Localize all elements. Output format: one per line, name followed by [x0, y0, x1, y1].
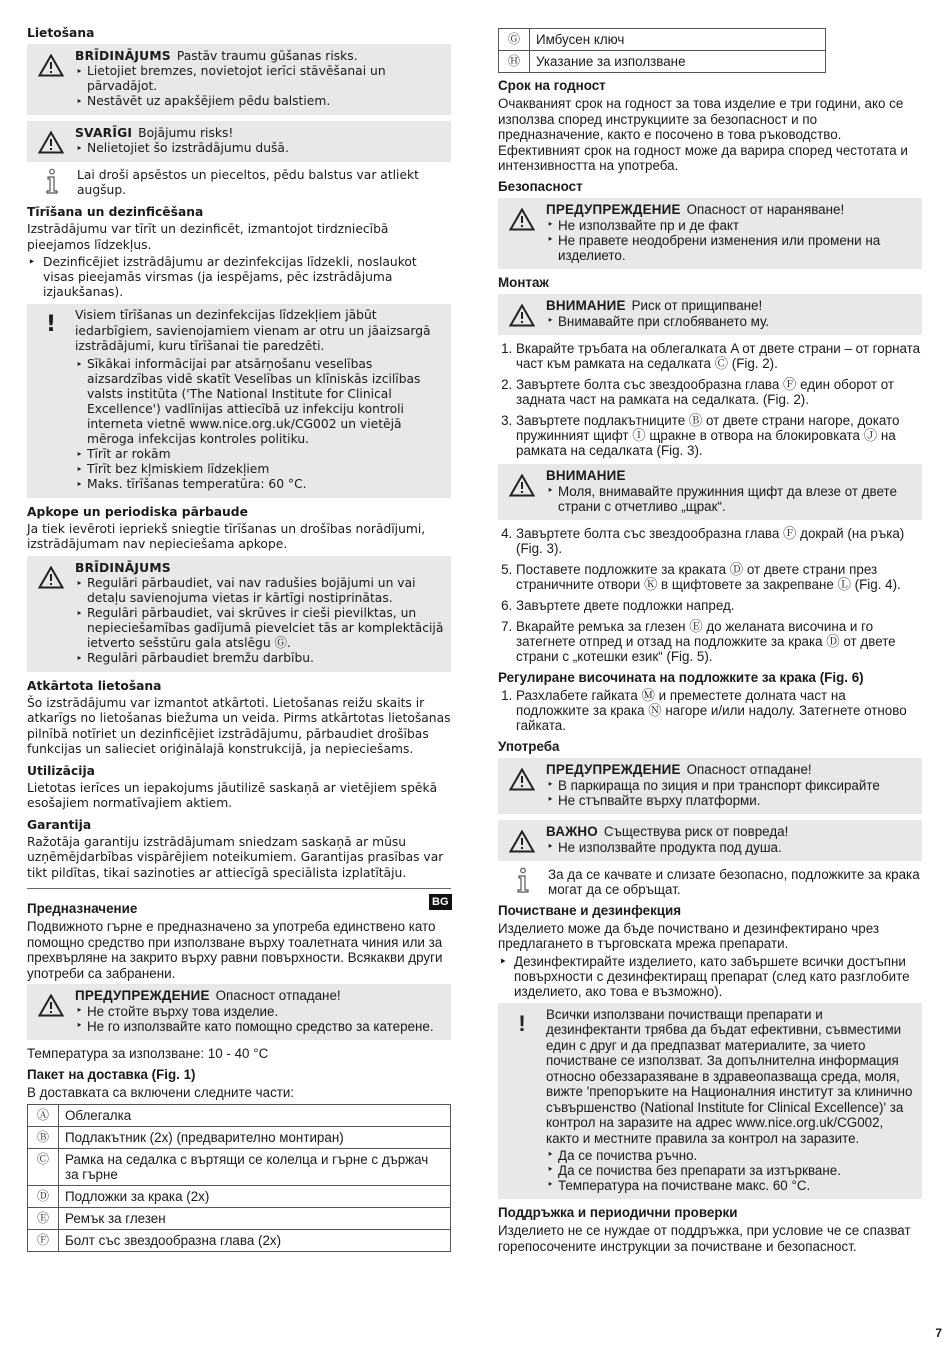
warning-title: ПРЕДУПРЕЖДЕНИЕ [546, 761, 681, 777]
bulgarian-column-right [498, 20, 922, 1256]
paragraph: Visiem tīrīšanas un dezinfekcijas līdzekļiem jābūt iedarbīgiem, savienojamiem vienam ar otru un jāaizsargā izstrādājumi, kuru tīrīšanai tie paredzēti. [75, 308, 431, 353]
part-name: Указание за използване [530, 51, 826, 73]
table-row [28, 1186, 451, 1208]
info-note-lv [27, 168, 451, 198]
heading-adjust: Регулиране височината на подложките за крака (Fig. 6) [498, 669, 864, 685]
warning-title: ПРЕДУПРЕЖДЕНИЕ [546, 201, 681, 217]
part-letter: Ⓑ [28, 1127, 59, 1149]
paragraph: Всички използвани почистващи препарати и дезинфектанти трябва да бъдат ефективни, съвместими един с друг и да предпазват материалите, за чието почистване се използват. За допълнителна информация относно обеззаразяване в здравеопазваща среда, моля, вижте 'препоръките на Националния институт за клинично съвършенство (National Institute for Clinical Excellence)' за контрол на заразите на адрес www.nice.org.uk/CG002, както и местните правила за контрол на заразите. [546, 1006, 913, 1146]
step-item: 7. Вкарайте ремъка за глезен Ⓔ до желаната височина и го затегнете отпред и отзад на подложките за крака Ⓓ от двете страни с „котешки език“ (Fig. 5). [516, 619, 922, 664]
step-item: 5. Поставете подложките за краката Ⓓ от двете страни през страничните отвори Ⓚ в щифтовете за закрепване Ⓛ (Fig. 4). [516, 562, 922, 592]
exclamation-icon: ! [518, 1010, 526, 1036]
note-text: За да се качвате и слизате безопасно, подложките за крака могат да се обръщат. [548, 866, 920, 897]
latvian-column [27, 20, 451, 883]
list-item: ‣ Не използвайте пр и де факт [558, 218, 916, 233]
warning-title: ВНИМАНИЕ [546, 297, 626, 313]
list-item: ‣ Tīrīt ar rokām [87, 447, 445, 462]
list-item: ‣ Моля, внимавайте пружинния щифт да влезе от двете страни с отчетливо „щрак“. [558, 484, 916, 514]
note-text: Lai droši apsēstos un pieceltos, pēdu balstus var atliekt augšup. [77, 168, 419, 197]
warning-box-lv-1 [27, 44, 451, 115]
section-divider [27, 888, 451, 889]
warning-title: BRĪDINĀJUMS [75, 49, 171, 63]
heading-safety: Безопасност [498, 178, 583, 194]
part-name: Имбусен ключ [530, 29, 826, 51]
notice-box-rt [498, 1003, 922, 1200]
warning-box-lv-3 [27, 556, 451, 672]
step-item: 3. Завъртете подлакътниците Ⓑ от двете страни нагоре, докато пружинният щифт Ⓘ щракне в отвора на блокировката Ⓙ на рамката на седалката (Fig. 3). [516, 413, 922, 458]
list-item: ‣ Maks. tīrīšanas temperatūra: 60 °C. [87, 477, 445, 492]
list-item: ‣ Sīkākai informācijai par atsārņošanu veselības aizsardzības vidē skatīt Veselības un klīniskās izcilības valsts institūta ('The National Institute for Clinical Excellence') vadlīnijas attiecībā uz infekciju kontroli interneta vietnē www.nice.org.uk/CG002 un vietējā mēroga infekcijas kontroles politiku. [87, 357, 445, 447]
paragraph: Ražotāja garantiju izstrādājumam sniedzam saskaņā ar mūsu uzņēmējdarbības vispārējiem noteikumiem. Garantijas prasības var tikt pildītas, tikai sazinoties ar attiecīgā speciālista izplatītāju. [27, 834, 444, 880]
bulgarian-column-left [27, 896, 451, 1256]
list-item: ‣ Не правете неодобрени изменения или промени на изделието. [558, 233, 916, 263]
info-note-rt [498, 867, 922, 897]
heading-cleaning-lv: Tīrīšana un dezinficēšana [27, 205, 204, 219]
list-item: ‣ Температура на почистване макс. 60 °C. [558, 1178, 916, 1193]
warning-triangle-icon [27, 48, 75, 109]
warning-triangle-icon [498, 824, 546, 855]
warning-title: ПРЕДУПРЕЖДЕНИЕ [75, 988, 210, 1003]
paragraph: Изделието може да бъде почиствано и дезинфектирано чрез предлагането в търговската мрежа препарати. [498, 920, 880, 951]
warning-triangle-icon [27, 560, 75, 666]
part-letter: Ⓕ [28, 1230, 59, 1252]
list-item: ‣ Lietojiet bremzes, novietojot ierīci stāvēšanai un pārvadājot. [87, 64, 445, 94]
step-item: 1. Разхлабете гайката Ⓜ и преместете долната част на подложките за крака Ⓝ нагоре и/или надолу. Затегнете отново гайката. [516, 688, 922, 733]
list-item: ‣ Да се почиства без препарати за изтъркване. [558, 1163, 916, 1178]
list-item: ‣ Не го използвайте като помощно средство за катерене. [87, 1019, 445, 1034]
table-row [499, 29, 826, 51]
heading-disposal-lv: Utilizācija [27, 763, 95, 778]
list-item: ‣ Nestāvēt uz apakšējiem pēdu balstiem. [87, 94, 445, 109]
heading-maintenance-lv: Apkope un periodiska pārbaude [27, 504, 248, 519]
step-item: 6. Завъртете двете подложки напред. [516, 598, 922, 613]
list-item: ‣ Nelietojiet šo izstrādājumu dušā. [87, 141, 445, 156]
parts-table [27, 1104, 451, 1252]
warning-box-bg-1 [27, 984, 451, 1040]
table-row [28, 1208, 451, 1230]
warning-box-rt-4 [498, 758, 922, 814]
heading-purpose-bg: Предназначение [27, 901, 138, 916]
table-row [28, 1230, 451, 1252]
warning-subtitle: Опасност отпадане! [686, 761, 812, 777]
paragraph: Šo izstrādājumu var izmantot atkārtoti. Lietošanas reižu skaits ir atkarīgs no lietošanas biežuma un veida. Pirms atkārtotas lietošanas pilnībā notīriet un dezinficējiet izstrādājumu, pārbaudiet drošības funkcijas un salieciet oriģinālajā konstrukcijā, ja nepieciešams. [27, 695, 451, 756]
paragraph: Изделието не се нуждае от поддръжка, при условие че се спазват горепосочените инструкции за почистване и безопасност. [498, 1223, 911, 1254]
heading-cleaning-bg: Почистване и дезинфекция [498, 902, 682, 918]
assembly-steps [498, 341, 922, 458]
step-item: 2. Завъртете болта със звездообразна глава Ⓕ един оборот от задната част на рамката на седалката. (Fig. 2). [516, 377, 922, 407]
part-letter: Ⓓ [28, 1186, 59, 1208]
list-item: ‣ Не стъпвайте върху платформи. [558, 793, 916, 808]
list-item: ‣ Не стойте върху това изделие. [87, 1004, 445, 1019]
warning-triangle-icon [27, 125, 75, 156]
heading-maintenance-bg: Поддръжка и периодични проверки [498, 1205, 738, 1220]
part-letter: Ⓒ [28, 1149, 59, 1186]
warning-subtitle: Риск от прищипване! [631, 297, 763, 313]
table-row [28, 1127, 451, 1149]
part-name: Подложки за крака (2x) [59, 1186, 451, 1208]
part-name: Ремък за глезен [59, 1208, 451, 1230]
warning-box-rt-1 [498, 198, 922, 269]
warning-triangle-icon [27, 988, 75, 1034]
heading-shelf-life: Срок на годност [498, 78, 606, 93]
paragraph: Lietotas ierīces un iepakojums jāutilizē saskaņā ar vietējiem spēkā esošajiem normatīvajiem aktiem. [27, 780, 438, 810]
table-row [28, 1105, 451, 1127]
heading-warranty-lv: Garantija [27, 817, 92, 832]
assembly-steps-continued [498, 526, 922, 664]
exclamation-icon: ! [45, 312, 57, 337]
list-item: ‣ Regulāri pārbaudiet, vai nav radušies bojājumi un vai detaļu savienojuma vietas ir kārtīgi nostiprinātas. [87, 576, 445, 606]
heading-mounting: Монтаж [498, 274, 549, 290]
adjust-steps [498, 688, 922, 733]
paragraph: В доставката са включени следните части: [27, 1084, 295, 1100]
warning-title: ВНИМАНИЕ [546, 467, 626, 483]
paragraph: Ja tiek ievēroti iepriekš sniegtie tīrīšanas un drošības norādījumi, izstrādājumam nav nepieciešama apkope. [27, 521, 426, 551]
list-item: ‣ Дезинфектирайте изделието, като забършете всички достъпни повърхности с дезинфектиращ препарат (след като разглобите изделието, ако това е възможно). [514, 954, 922, 999]
part-name: Болт със звездообразна глава (2x) [59, 1230, 451, 1252]
caution-box-rt-3 [498, 464, 922, 520]
temperature-text: Температура за използване: 10 - 40 °C [27, 1046, 269, 1061]
part-letter: Ⓗ [499, 51, 530, 73]
paragraph: Очакваният срок на годност за това изделие е три години, ако се използва според инструкциите за безопасност и по предназначение, както е посочено в това ръководство. Ефективният срок на годност може да варира според честотата и интензивността на употреба. [498, 96, 908, 173]
part-name: Рамка на седалка с въртящи се колелца и гърне с държач за гърне [59, 1149, 451, 1186]
heading-package-bg: Пакет на доставка (Fig. 1) [27, 1066, 196, 1082]
list-item: ‣ Regulāri pārbaudiet, vai skrūves ir cieši pievilktas, un nepieciešamības gadījumā pievelciet tās ar komplektācijā ietverto sešstūru gala atslēgu Ⓖ. [87, 606, 445, 651]
caution-box-rt-2 [498, 294, 922, 335]
paragraph: Подвижното гърне е предназначено за употреба единствено като помощно средство при използване върху тоалетната чиния или за прехвърляне на закрито върху равни повърхности. Всякакви други употреби са забранени. [27, 919, 443, 981]
list-item: ‣ Да се почиства ръчно. [558, 1148, 916, 1163]
table-row [28, 1149, 451, 1186]
parts-table-continued [498, 28, 826, 73]
warning-subtitle: Опасност отпадане! [215, 988, 341, 1003]
heading-reuse-lv: Atkārtota lietošana [27, 678, 162, 693]
part-letter: Ⓖ [499, 29, 530, 51]
part-name: Подлакътник (2x) (предварително монтиран) [59, 1127, 451, 1149]
warning-triangle-icon [498, 762, 546, 808]
table-row [499, 51, 826, 73]
warning-triangle-icon [498, 202, 546, 263]
heading-use-lv: Lietošana [27, 26, 95, 40]
heading-usage: Употреба [498, 738, 560, 754]
notice-box-lv [27, 304, 451, 498]
info-icon [498, 867, 548, 897]
list-item: ‣ В паркираща по зиция и при транспорт фиксирайте [558, 778, 916, 793]
warning-triangle-icon [498, 298, 546, 329]
list-item: ‣ Dezinficējiet izstrādājumu ar dezinfekcijas līdzekli, noslaukot visas pieejamās virsmas (ja iespējams, pēc izstrādājuma izjaukšanas). [43, 255, 451, 300]
info-icon [27, 168, 77, 198]
warning-subtitle: Pastāv traumu gūšanas risks. [176, 49, 358, 63]
warning-subtitle: Съществува риск от повреда! [603, 823, 789, 839]
warning-triangle-icon [498, 468, 546, 514]
paragraph: Izstrādājumu var tīrīt un dezinficēt, izmantojot tirdzniecībā pieejamos līdzekļus. [27, 222, 389, 252]
warning-title: ВАЖНО [546, 823, 598, 839]
step-item: 4. Завъртете болта със звездообразна глава Ⓕ докрай (на ръка) (Fig. 3). [516, 526, 922, 556]
important-box-rt-5 [498, 820, 922, 861]
warning-box-lv-2 [27, 121, 451, 162]
step-item: 1. Вкарайте тръбата на облегалката A от двете страни – от горната част към рамката на седалката Ⓒ (Fig. 2). [516, 341, 922, 371]
warning-subtitle: Опасност от нараняване! [686, 201, 845, 217]
warning-title: SVARĪGI [75, 126, 133, 140]
page-number: 7 [935, 1326, 942, 1340]
part-letter: Ⓐ [28, 1105, 59, 1127]
list-item: ‣ Внимавайте при сглобяването му. [558, 314, 916, 329]
warning-subtitle: Bojājumu risks! [138, 126, 234, 140]
language-badge: BG [429, 894, 452, 910]
list-item: ‣ Regulāri pārbaudiet bremžu darbību. [87, 651, 445, 666]
warning-title: BRĪDINĀJUMS [75, 560, 171, 575]
list-item: ‣ Не използвайте продукта под душа. [558, 840, 916, 855]
part-name: Облегалка [59, 1105, 451, 1127]
part-letter: Ⓔ [28, 1208, 59, 1230]
list-item: ‣ Tīrīt bez kļmiskiem līdzekļiem [87, 462, 445, 477]
